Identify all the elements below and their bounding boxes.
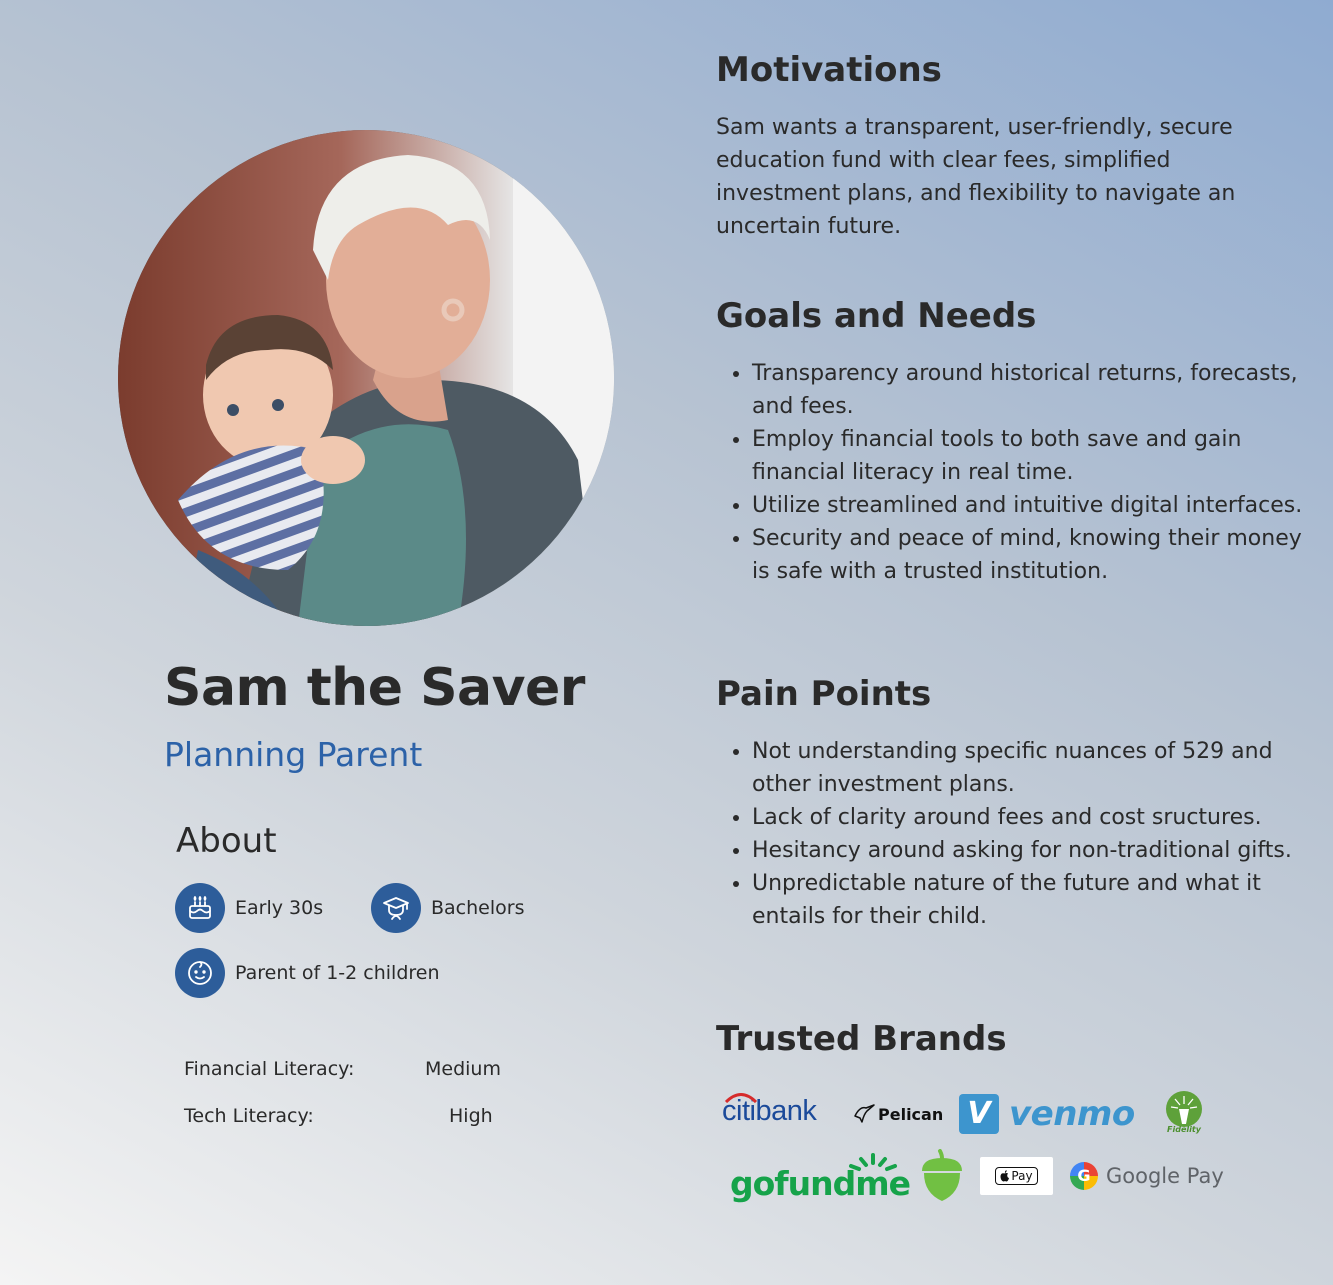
google-g-icon: G — [1070, 1162, 1098, 1190]
financial-literacy-value: Medium — [425, 1058, 501, 1080]
pain-points-heading: Pain Points — [716, 674, 932, 714]
citibank-logo: citibank — [722, 1095, 816, 1128]
acorns-logo — [920, 1149, 964, 1207]
tag-age — [175, 883, 323, 933]
pelican-logo: Pelican — [852, 1102, 943, 1126]
pain-point-item: • Not understanding specific nuances of 529 and other investment plans. — [752, 735, 1312, 801]
gofundme-logo: gofundme — [730, 1152, 910, 1191]
about-heading: About — [176, 821, 277, 861]
goals-list — [716, 357, 1312, 588]
graduation-cap-icon — [371, 883, 421, 933]
tag-children — [175, 948, 440, 998]
trusted-brands-heading: Trusted Brands — [716, 1019, 1007, 1059]
persona-photo — [118, 130, 614, 626]
pain-points-list — [716, 735, 1312, 933]
tag-education-label: Bachelors — [431, 897, 525, 919]
pain-point-item: • Hesitancy around asking for non-traditional gifts. — [752, 834, 1312, 867]
persona-role: Planning Parent — [164, 735, 423, 774]
apple-pay-mark: Pay — [995, 1167, 1037, 1185]
baby-face-icon — [175, 948, 225, 998]
pain-point-item: • Unpredictable nature of the future and what it entails for their child. — [752, 867, 1312, 933]
citibank-arc-icon — [724, 1091, 758, 1103]
photo-illustration — [118, 130, 614, 626]
persona-name: Sam the Saver — [164, 658, 585, 718]
google-pay-logo: G Google Pay — [1070, 1162, 1224, 1190]
motivations-text: Sam wants a transparent, user-friendly, secure education fund with clear fees, simplified investment plans, and flexibility to navigate an uncertain future. — [716, 115, 1236, 239]
goal-item: • Utilize streamlined and intuitive digital interfaces. — [752, 489, 1312, 522]
tech-literacy-label: Tech Literacy: — [184, 1105, 314, 1127]
birthday-cake-icon — [175, 883, 225, 933]
pain-point-item: • Lack of clarity around fees and cost sructures. — [752, 801, 1312, 834]
fidelity-torch-icon — [1165, 1090, 1203, 1128]
venmo-mark-icon: V — [959, 1094, 999, 1134]
pelican-bird-icon — [852, 1102, 876, 1126]
motivations-heading: Motivations — [716, 50, 942, 90]
goal-item: • Transparency around historical returns, forecasts, and fees. — [752, 357, 1312, 423]
tag-age-label: Early 30s — [235, 897, 324, 919]
financial-literacy-label: Financial Literacy: — [184, 1058, 355, 1080]
goal-item: • Employ financial tools to both save and gain financial literacy in real time. — [752, 423, 1312, 489]
apple-icon — [1000, 1170, 1010, 1182]
goals-heading: Goals and Needs — [716, 296, 1037, 336]
fidelity-logo: Fidelity — [1164, 1090, 1204, 1134]
acorn-icon — [920, 1149, 964, 1203]
apple-pay-logo — [980, 1157, 1053, 1195]
tag-education — [371, 883, 524, 933]
venmo-logo: V venmo — [959, 1094, 1135, 1134]
tag-children-label: Parent of 1-2 children — [235, 962, 440, 984]
goal-item: • Security and peace of mind, knowing their money is safe with a trusted institution. — [752, 522, 1312, 588]
tech-literacy-value: High — [449, 1105, 493, 1127]
